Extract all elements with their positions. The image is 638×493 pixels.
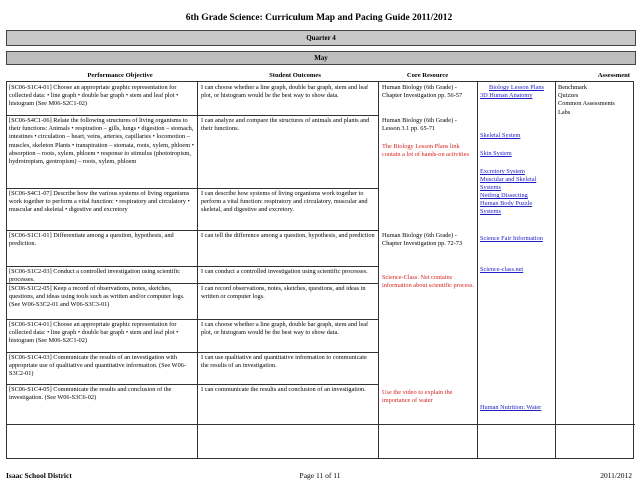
outcome-row-2: I can analyze and compare the structures of animals and plants and their functions. (201, 117, 370, 133)
header-objective: Performance Objective (87, 72, 153, 79)
objective-row-8: [SC06-S1C4-03] Communicate the results of an investigation with appropriate use of qualitative and quantitative information. (See W06-S3C2-01) (9, 354, 187, 378)
science-fair-link[interactable]: Science Fair Information (480, 235, 543, 242)
objective-row-1: [SC06-S1C4-01] Choose an appropriate graphic representation for collected data: • line graph • double bar graph • stem and leaf plot • histogram (See M06-S2C1-02) (9, 84, 179, 108)
outcome-row-7: I can choose whether a line graph, double bar graph, stem and leaf plot, or histogram would be the best way to show data. (201, 321, 369, 337)
resource-note-activities: The Biology Lesson Plans link contain a lot of hands-on activities (382, 143, 469, 159)
objective-row-5: [SC06-S1C2-03] Conduct a controlled investigation using scientific processes. (9, 268, 181, 284)
objective-row-3: [SC06-S4C1-07] Describe how the various systems of living organisms work together to perform a vital function: • respiratory and circulatory • muscular and skeletal • digestive and excretory (9, 190, 190, 214)
skin-system-link[interactable]: Skin System (480, 150, 512, 157)
outcome-row-9: I can communicate the results and conclusion of an investigation. (201, 386, 366, 393)
systems-link[interactable]: Systems (480, 208, 501, 215)
curriculum-table (6, 81, 634, 459)
footer-district: Isaac School District (6, 471, 72, 480)
outcome-row-4: I can tell the difference among a question, hypothesis, and prediction (201, 232, 375, 239)
outcome-row-6: I can record observations, notes, sketches, questions, and ideas in written or computer logs. (201, 285, 366, 301)
footer-year: 2011/2012 (600, 471, 632, 480)
excretory-system-link[interactable]: Excretory System (480, 168, 525, 175)
human-nutrition-link[interactable]: Human Nutrition: Water (480, 404, 542, 411)
document-title: 6th Grade Science: Curriculum Map and Pacing Guide 2011/2012 (185, 13, 453, 23)
muscular-skeletal-link[interactable]: Muscular and Skeletal Systems (480, 176, 537, 192)
header-outcomes: Student Outcomes (269, 72, 321, 79)
month-band: May (6, 51, 636, 65)
assessment-quizzes: Quizzes (558, 92, 579, 100)
outcome-row-8: I can use qualitative and quantitative information to communicate the results of an investigation. (201, 354, 367, 370)
human-body-puzzle-link[interactable]: Human Body Puzzle (480, 200, 533, 207)
outcome-row-1: I can choose whether a line graph, double bar graph, stem and leaf plot, or histogram would be the best way to show data. (201, 84, 369, 100)
outcome-row-3: I can describe how systems of living organisms work together to perform a vital function: respiratory and circulatory, muscular and skeletal, and digestive and excretory. (201, 190, 368, 214)
header-assessment: Assessment (597, 72, 630, 79)
resource-row-3: Human Biology (6th Grade) - Chapter Investigation pp. 72-73 (382, 232, 463, 248)
assessment-labs: Labs (558, 108, 571, 116)
biology-lesson-plans-link[interactable]: Biology Lesson Plans (489, 84, 544, 91)
science-class-link[interactable]: Science-class.net (480, 266, 524, 273)
outcome-row-5: I can conduct a controlled investigation using scientific processes. (201, 268, 368, 275)
objective-row-4: [SC06-S1C1-01] Differentiate among a question, hypothesis, and prediction. (9, 232, 174, 248)
objective-row-7: [SC06-S1C4-01] Choose an appropriate graphic representation for collected data: • line graph • double bar graph • stem and leaf plot • histogram (See M06-S2C1-02) (9, 321, 179, 345)
objective-row-6: [SC06-S1C2-05] Keep a record of observations, notes, sketches, questions, and ideas using tools such as written and/or computer logs. (See W06-S3C2-01 and W06-S3C3-01) (9, 285, 185, 309)
human-anatomy-link[interactable]: 3D Human Anatomy (480, 92, 533, 99)
resource-row-1: Human Biology (6th Grade) - Chapter Investigation pp. 56-57 (382, 84, 463, 100)
skeletal-system-link[interactable]: Skeletal System (480, 132, 521, 139)
footer-page: Page 11 of 11 (299, 471, 341, 480)
objective-row-9: [SC06-S1C4-05] Communicate the results and conclusion of the investigation. (See W06-S3C6-02) (9, 386, 172, 402)
assessment-list (558, 84, 633, 117)
quarter-band: Quarter 4 (6, 30, 636, 46)
header-resource: Core Resource (406, 72, 449, 79)
resource-row-2: Human Biology (6th Grade) - Lesson 3.1 pp. 65-71 (382, 117, 457, 133)
assessment-common: Common Assessments (558, 100, 615, 108)
assessment-benchmark: Benchmark (558, 84, 588, 91)
netfrog-dissecting-link[interactable]: Netfrog Dissecting (480, 192, 528, 199)
objective-row-2: [SC06-S4C1-06] Relate the following structures of living organisms to their functions: Animals • respiration – gills, lungs • digestion – stomach, intestines • circulation – heart, veins, arteries, capillaries • locomotion – muscles, skeleton Plants • transpiration – stomata, roots, xylem, phloem • absorption – roots, xylem, phloem • response to stimulus (phototropism, hydrotropism, geotropism) – roots, xylem, phloem (9, 117, 194, 166)
resource-note-science-class: Science-Class. Net contains information about scientific process. (382, 274, 474, 290)
resource-note-water-video: Use the video to explain the importance of water (382, 389, 453, 405)
